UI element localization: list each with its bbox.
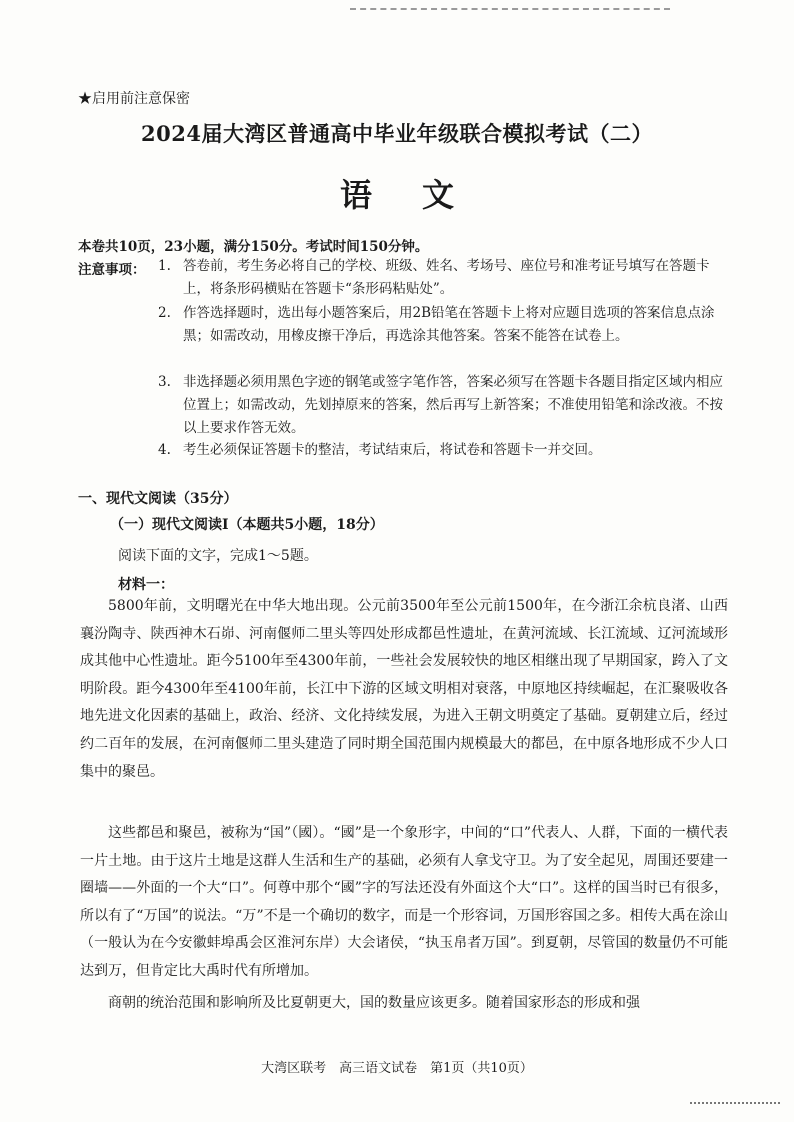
exam-summary: 本卷共10页，23小题，满分150分。考试时间150分钟。 <box>78 239 429 255</box>
note-item <box>158 439 728 462</box>
paragraph-text: 5800年前，文明曙光在中华大地出现。公元前3500年至公元前1500年，在今浙江余杭良渚、山西襄汾陶寺、陕西神木石峁、河南偃师二里头等四处形成都邑性遗址，在黄河流域、长江流域、辽河流域形成其他中心性遗址。距今5100年至4300年前，一些社会发展较快的地区相继出现了早期国家，跨入了文明阶段。距今4300年至4100年前，长江中下游的区域文明相对衰落，中原地区持续崛起，在汇聚吸收各地先进文化因素的基础上，政治、经济、文化持续发展，为进入王朝文明奠定了基础。夏朝建立后，经过约二百年的发展，在河南偃师二里头建造了同时期全国范围内规模最大的都邑，在中原各地形成不少人口集中的聚邑。 <box>80 598 728 780</box>
note-item <box>158 255 728 301</box>
notes-label: 注意事项： <box>78 262 146 278</box>
note-text: 作答选择题时，选出每小题答案后，用2B铅笔在答题卡上将对应题目选项的答案信息点涂黑；如需改动，用橡皮擦干净后，再选涂其他答案。答案不能答在试卷上。 <box>183 305 715 344</box>
reading-instruction: 阅读下面的文字，完成1～5题。 <box>118 548 318 564</box>
passage-paragraph-2 <box>80 820 728 986</box>
sub-section-heading: （一）现代文阅读Ⅰ（本题共5小题，18分） <box>110 517 384 533</box>
note-item <box>158 302 728 348</box>
exam-title: 2024届大湾区普通高中毕业年级联合模拟考试（二） <box>141 121 653 146</box>
note-item <box>158 371 728 440</box>
bottom-scan-mark <box>690 1102 780 1104</box>
top-scan-rule <box>350 8 670 10</box>
note-number: 3. <box>158 374 171 390</box>
secret-notice: ★启用前注意保密 <box>78 91 190 107</box>
note-number: 1. <box>158 258 171 274</box>
page-footer: 大湾区联考 高三语文试卷 第1页（共10页） <box>261 1061 533 1076</box>
note-number: 2. <box>158 305 171 321</box>
note-text: 答卷前，考生务必将自己的学校、班级、姓名、考场号、座位号和准考证号填写在答题卡上，将条形码横贴在答题卡“条形码粘贴处”。 <box>183 258 710 297</box>
passage-paragraph-1 <box>80 593 728 786</box>
section-heading: 一、现代文阅读（35分） <box>78 491 238 507</box>
note-number: 4. <box>158 442 171 458</box>
paragraph-text: 这些都邑和聚邑，被称为“国”（國）。“國”是一个象形字，中间的“口”代表人、人群，下面的一横代表一片土地。由于这片土地是这群人生活和生产的基础，必须有人拿戈守卫。为了安全起见，周围还要建一圈墙——外面的一个大“口”。何尊中那个“國”字的写法还没有外面这个大“口”。这样的国当时已有很多，所以有了“万国”的说法。“万”不是一个确切的数字，而是一个形容词，万国形容国之多。相传大禹在涂山（一般认为在今安徽蚌埠禹会区淮河东岸）大会诸侯，“执玉帛者万国”。到夏朝，尽管国的数量仍不可能达到万，但肯定比大禹时代有所增加。 <box>80 825 728 979</box>
note-text: 非选择题必须用黑色字迹的钢笔或签字笔作答，答案必须写在答题卡各题目指定区域内相应位置上；如需改动，先划掉原来的答案，然后再写上新答案；不准使用铅笔和涂改液。不按以上要求作答无效。 <box>183 374 723 436</box>
subject-title: 语文 <box>339 176 504 214</box>
material-label: 材料一： <box>118 577 174 593</box>
note-text: 考生必须保证答题卡的整洁，考试结束后，将试卷和答题卡一并交回。 <box>183 442 602 458</box>
passage-paragraph-3 <box>80 990 728 1018</box>
paragraph-text: 商朝的统治范围和影响所及比夏朝更大，国的数量应该更多。随着国家形态的形成和强 <box>108 995 640 1011</box>
